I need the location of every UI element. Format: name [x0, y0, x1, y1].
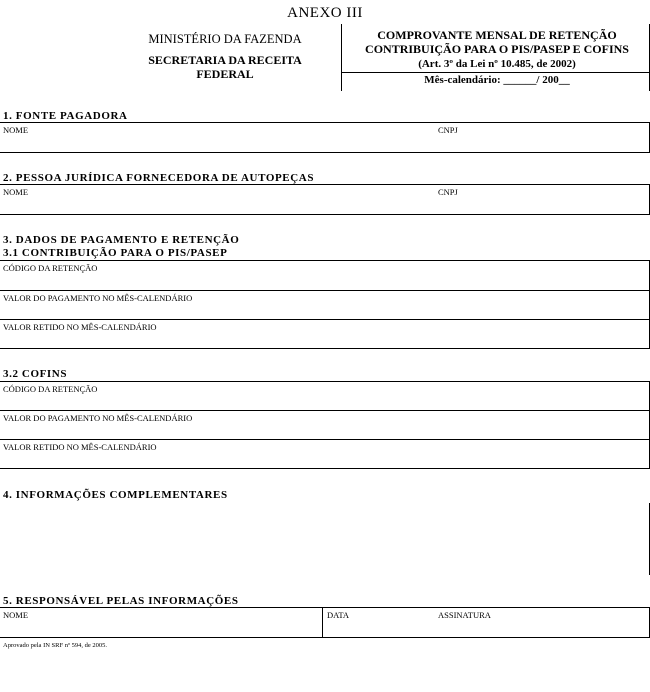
section-5-title: 5. RESPONSÁVEL PELAS INFORMAÇÕES — [3, 595, 239, 607]
section-1-nome-label: NOME — [3, 125, 29, 135]
section-2-bottom-rule — [0, 214, 650, 215]
cofins-codigo-label: CÓDIGO DA RETENÇÃO — [3, 384, 98, 394]
section-2-cnpj-label: CNPJ — [438, 187, 458, 197]
ministry-name: MINISTÉRIO DA FAZENDA — [148, 32, 302, 46]
secretaria-line-2: FEDERAL — [196, 67, 254, 81]
section-3-2-title: 3.2 COFINS — [3, 368, 68, 380]
section-2-title: 2. PESSOA JURÍDICA FORNECEDORA DE AUTOPEÇAS — [3, 172, 315, 184]
secretaria-line-1: SECRETARIA DA RECEITA — [148, 53, 302, 67]
pis-codigo-label: CÓDIGO DA RETENÇÃO — [3, 263, 98, 273]
cofins-row-rule-2 — [0, 439, 650, 440]
pis-valor-pagamento-label: VALOR DO PAGAMENTO NO MÊS-CALENDÁRIO — [3, 293, 193, 303]
section-5-bottom-rule — [0, 637, 650, 638]
annex-title: ANEXO III — [287, 5, 363, 21]
document-title — [344, 28, 650, 56]
section-1-top-rule — [0, 122, 650, 123]
section-5-assinatura-label: ASSINATURA — [438, 610, 491, 620]
pis-bottom-rule — [0, 348, 650, 349]
section-1-bottom-rule — [0, 152, 650, 153]
cofins-valor-pagamento-label: VALOR DO PAGAMENTO NO MÊS-CALENDÁRIO — [3, 413, 193, 423]
header-divider-left — [341, 24, 342, 91]
secretaria-name — [130, 53, 320, 81]
law-reference: (Art. 3º da Lei nº 10.485, de 2002) — [418, 58, 576, 70]
section-3-title: 3. DADOS DE PAGAMENTO E RETENÇÃO — [3, 234, 240, 246]
section-3-1-title: 3.1 CONTRIBUIÇÃO PARA O PIS/PASEP — [3, 247, 228, 259]
cofins-bottom-rule — [0, 468, 650, 469]
month-calendar-field[interactable]: Mês-calendário: ______/ 200__ — [424, 74, 570, 86]
section-5-nome-label: NOME — [3, 610, 29, 620]
pis-top-rule — [0, 260, 650, 261]
approval-footnote: Aprovado pela IN SRF nº 594, de 2005. — [3, 642, 108, 649]
cofins-row-rule-1 — [0, 410, 650, 411]
section-5-data-label: DATA — [327, 610, 349, 620]
pis-row-rule-2 — [0, 319, 650, 320]
pis-row-rule-1 — [0, 290, 650, 291]
cofins-top-rule — [0, 381, 650, 382]
section-4-title: 4. INFORMAÇÕES COMPLEMENTARES — [3, 489, 228, 501]
section-2-nome-label: NOME — [3, 187, 29, 197]
document-title-line-2: CONTRIBUIÇÃO PARA O PIS/PASEP E COFINS — [365, 42, 629, 56]
section-1-cnpj-label: CNPJ — [438, 125, 458, 135]
cofins-valor-retido-label: VALOR RETIDO NO MÊS-CALENDÁRIO — [3, 442, 157, 452]
pis-valor-retido-label: VALOR RETIDO NO MÊS-CALENDÁRIO — [3, 322, 157, 332]
section-1-title: 1. FONTE PAGADORA — [3, 110, 128, 122]
section-2-top-rule — [0, 184, 650, 185]
section-5-top-rule — [0, 607, 650, 608]
section-5-divider — [322, 607, 323, 637]
header-month-divider — [341, 72, 650, 73]
document-title-line-1: COMPROVANTE MENSAL DE RETENÇÃO — [377, 28, 617, 42]
